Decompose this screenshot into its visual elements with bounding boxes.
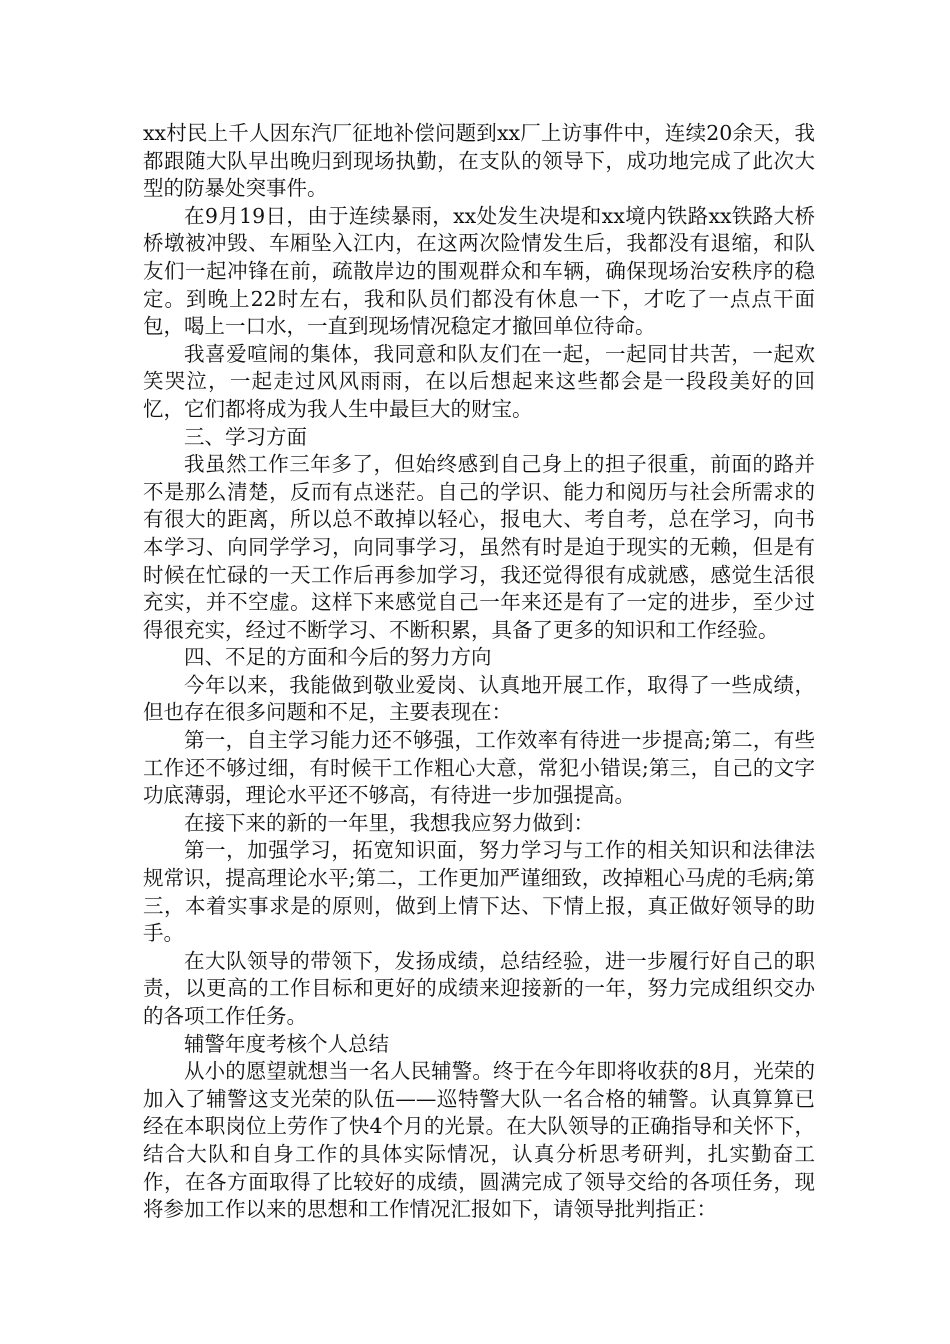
paragraph-10: 从小的愿望就想当一名人民辅警。终于在今年即将收获的8月，光荣的加入了辅警这支光荣的队伍——巡特警大队一名合格的辅警。认真算算已经在本职岗位上劳作了快4个月的光景。在大队领导的正确指导和关怀下，结合大队和自身工作的具体实际情况，认真分析思考研判，扎实勤奋工作，在各方面取得了比较好的成绩，圆满完成了领导交给的各项任务，现将参加工作以来的思想和工作情况汇报如下，请领导批判指正： <box>143 1059 815 1222</box>
paragraph-4: 我虽然工作三年多了，但始终感到自己身上的担子很重，前面的路并不是那么清楚，反而有点迷茫。自己的学识、能力和阅历与社会所需求的有很大的距离，所以总不敢掉以轻心，报电大、考自考，总在学习，向书本学习、向同学学习，向同事学习，虽然有时是迫于现实的无赖，但是有时候在忙碌的一天工作后再参加学习，我还觉得很有成就感，感觉生活很充实，并不空虚。这样下来感觉自己一年来还是有了一定的进步，至少过得很充实，经过不断学习、不断积累，具备了更多的知识和工作经验。 <box>143 452 815 642</box>
paragraph-1: xx村民上千人因东汽厂征地补偿问题到xx厂上访事件中，连续20余天，我都跟随大队早出晚归到现场执勤，在支队的领导下，成功地完成了此次大型的防暴处突事件。 <box>143 121 815 201</box>
section-heading-annual-summary: 辅警年度考核个人总结 <box>184 1031 389 1056</box>
paragraph-3: 我喜爱喧闹的集体，我同意和队友们在一起，一起同甘共苦，一起欢笑哭泣，一起走过风风雨雨，在以后想起来这些都会是一段段美好的回忆，它们都将成为我人生中最巨大的财宝。 <box>143 341 815 421</box>
section-heading-study: 三、学习方面 <box>184 424 307 449</box>
paragraph-9: 在大队领导的带领下，发扬成绩，总结经验，进一步履行好自己的职责，以更高的工作目标和更好的成绩来迎接新的一年，努力完成组织交办的各项工作任务。 <box>143 948 815 1028</box>
paragraph-5: 今年以来，我能做到敬业爱岗、认真地开展工作，取得了一些成绩，但也存在很多问题和不足，主要表现在： <box>143 672 815 725</box>
paragraph-2: 在9月19日，由于连续暴雨，xx处发生决堤和xx境内铁路xx铁路大桥桥墩被冲毁、车厢坠入江内，在这两次险情发生后，我都没有退缩，和队友们一起冲锋在前，疏散岸边的围观群众和车辆，确保现场治安秩序的稳定。到晚上22时左右，我和队员们都没有休息一下，才吃了一点点干面包，喝上一口水，一直到现场情况稳定才撤回单位待命。 <box>143 203 815 339</box>
document-page <box>143 120 815 1224</box>
paragraph-7: 在接下来的新的一年里，我想我应努力做到： <box>184 810 594 835</box>
section-heading-shortcomings: 四、不足的方面和今后的努力方向 <box>184 645 492 670</box>
paragraph-6: 第一，自主学习能力还不够强，工作效率有待进一步提高;第二，有些工作还不够过细，有时候干工作粗心大意，常犯小错误;第三，自己的文字功底薄弱，理论水平还不够高，有待进一步加强提高。 <box>143 728 815 808</box>
paragraph-8: 第一，加强学习，拓宽知识面，努力学习与工作的相关知识和法律法规常识，提高理论水平;第二，工作更加严谨细致，改掉粗心马虎的毛病;第三，本着实事求是的原则，做到上情下达、下情上报，真正做好领导的助手。 <box>143 838 815 946</box>
